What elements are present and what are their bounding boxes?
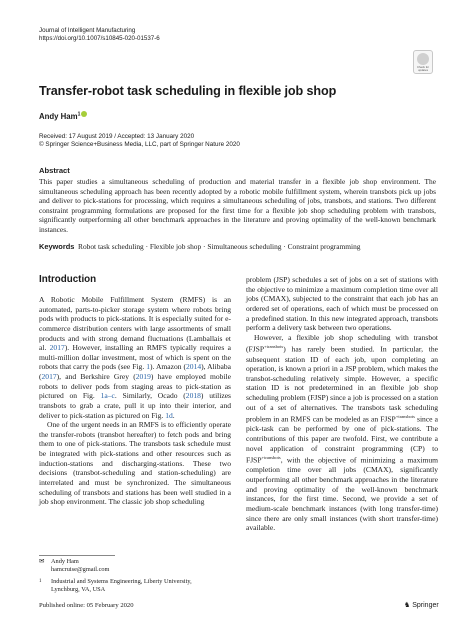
received-accepted: Received: 17 August 2019 / Accepted: 13 January 2020 xyxy=(39,133,195,140)
abstract-heading: Abstract xyxy=(39,166,70,175)
intro-paragraph-4 xyxy=(246,333,438,533)
text-run: However, a flexible job shop scheduling with transbot (FJSP xyxy=(246,332,438,354)
text-run: ), Alibaba ( xyxy=(39,362,231,381)
intro-paragraph-3: problem (JSP) schedules a set of jobs on a set of stations with the objective to minimize a maximum completion time over all jobs (CMAX), subjected to the constraint that each job has an ordered set of operations, each of which must be processed on a predefined station. In this new integrated approach, transbots perform a delivery task between two operations. xyxy=(246,275,438,333)
orcid-icon[interactable] xyxy=(81,111,87,117)
figure-link[interactable]: 1 xyxy=(146,362,150,372)
text-run: ) have employed mobile robots to deliver pods from staging areas to pick-station as pictured on Fig. xyxy=(39,372,231,401)
corresponding-author-footnote xyxy=(39,558,231,594)
superscript: +transbots xyxy=(264,344,284,350)
text-run: ). Amazon ( xyxy=(149,362,187,372)
published-online: Published online: 05 February 2020 xyxy=(39,602,134,609)
superscript: +transbots xyxy=(395,414,415,420)
text-run: A Robotic Mobile Fulfillment System (RMFS) is an automated, parts-to-picker storage system where robots bring pods with products to pick-stations. It is especially suited for e-commerce distribution centers with large assortments of small products and with strong demand fluctuations (Lamballais et al. xyxy=(39,295,231,353)
citation-link[interactable]: 2017 xyxy=(49,343,65,353)
section-heading-introduction: Introduction xyxy=(39,274,97,285)
keywords-text: Robot task scheduling · Flexible job shop · Simultaneous scheduling · Constraint programming xyxy=(78,242,361,251)
springer-logo xyxy=(404,601,439,609)
affiliation-mark: 1 xyxy=(39,578,42,584)
text-run: ). However, installing an RMFS typically requires a multi-million dollar investment, most of which is spent on the robots that carry the pods (see Fig. xyxy=(39,343,231,372)
text-run: ) has rarely been studied. In particular, the subsequent station ID of each job, upon completing an operation, is known a priori in a JSP problem, which makes the transbot-scheduling relatively simple. However, a specific station ID is not predetermined in an flexible job shop scheduling problem (FJSP) since a job is processed on a station out of a set of alternatives. The transbots task scheduling problem in an RMFS can be modeled as an FJSP xyxy=(246,344,438,424)
copyright-line: © Springer Science+Business Media, LLC, part of Springer Nature 2020 xyxy=(39,141,240,148)
figure-link[interactable]: 1a–c xyxy=(100,391,115,401)
author-line xyxy=(39,111,87,121)
author-name: Andy Ham xyxy=(39,112,78,121)
citation-link[interactable]: 2018 xyxy=(185,391,201,401)
springer-horse-icon: ♞ xyxy=(404,602,411,609)
intro-right-column xyxy=(246,275,438,533)
publisher-name: Springer xyxy=(412,602,439,609)
citation-link[interactable]: 2017 xyxy=(41,372,57,381)
intro-left-column xyxy=(39,295,231,507)
envelope-icon: ✉ xyxy=(39,558,45,565)
footnote-divider xyxy=(39,555,115,556)
abstract-text: This paper studies a simultaneous scheduling of production and material transfer in a flexible job shop environment. The simultaneous scheduling approach has been recently adopted by a robotic mobile fulfillment system, wherein transbots pick up jobs and deliver to pick-stations for processing, which requires a simultaneous scheduling of jobs, transbots, and stations. Two different constraint programming formulations are proposed for the first time for a flexible job shop scheduling problem with transbots, significantly outperforming all other benchmark approaches in the literature and proving optimality of the well-known benchmark instances. xyxy=(39,177,436,234)
text-run: . xyxy=(172,410,175,420)
journal-name: Journal of Intelligent Manufacturing xyxy=(39,27,136,34)
text-run: ), and Berkshire Grey ( xyxy=(56,372,136,381)
citation-link[interactable]: 2014 xyxy=(186,362,202,372)
text-run: . Similarly, Ocado ( xyxy=(114,391,186,401)
affiliation-line-2: Lynchburg, VA, USA xyxy=(51,585,106,593)
citation-link[interactable]: 2019 xyxy=(135,372,151,381)
check-for-updates-badge[interactable] xyxy=(413,50,433,74)
intro-paragraph-2: One of the urgent needs in an RMFS is to efficiently operate the transfer-robots (transbot hereafter) to fetch pods and bring them to one of pick-stations. The transbots task schedule must be integrated with pick-stations and other resources such as induction-stations and discharging-stations. These two decisions (transbot-scheduling and station-scheduling) are interrelated and must be synchronized. The simultaneous scheduling of transbots and stations has been well studied in a job shop environment. The classic job shop scheduling xyxy=(39,420,231,507)
text-run: , with the objective of minimizing a maximum completion time over all jobs (CMAX), significantly outperforming all other benchmark approaches in the literature and proving optimality of the well-known benchmark instances, for the first time. Second, we provide a set of medium-scale benchmark instances (with long transfer-time) since there are only small instances (with short transfer-time) available. xyxy=(246,455,438,533)
figure-link[interactable]: 1d xyxy=(165,410,173,420)
keywords-line xyxy=(39,242,439,252)
badge-label: Check for updates xyxy=(417,65,429,73)
text-run: ) utilizes transbots to grab a crate, pull it up into their interior, and deliver to pick-station as pictured on Fig. xyxy=(39,391,231,420)
intro-paragraph-1 xyxy=(39,295,231,420)
paper-title: Transfer-robot task scheduling in flexible job shop xyxy=(39,84,337,98)
superscript: +transbots xyxy=(261,455,281,461)
text-run: since a pick-task can be performed by one of pick-stations. The contributions of this paper are twofold. First, we contribute a novel application of constraint programming (CP) to FJSP xyxy=(246,414,438,465)
footnote-author-name: Andy Ham xyxy=(51,558,79,565)
update-icon xyxy=(417,53,429,65)
affiliation-line-1: Industrial and Systems Engineering, Liberty University, xyxy=(51,577,192,585)
footnote-email[interactable]: hamcruise@gmail.com xyxy=(51,565,110,573)
author-affil-mark: 1 xyxy=(77,111,81,118)
doi-link[interactable]: https://doi.org/10.1007/s10845-020-01537-6 xyxy=(39,35,160,42)
keywords-label: Keywords xyxy=(39,242,75,251)
